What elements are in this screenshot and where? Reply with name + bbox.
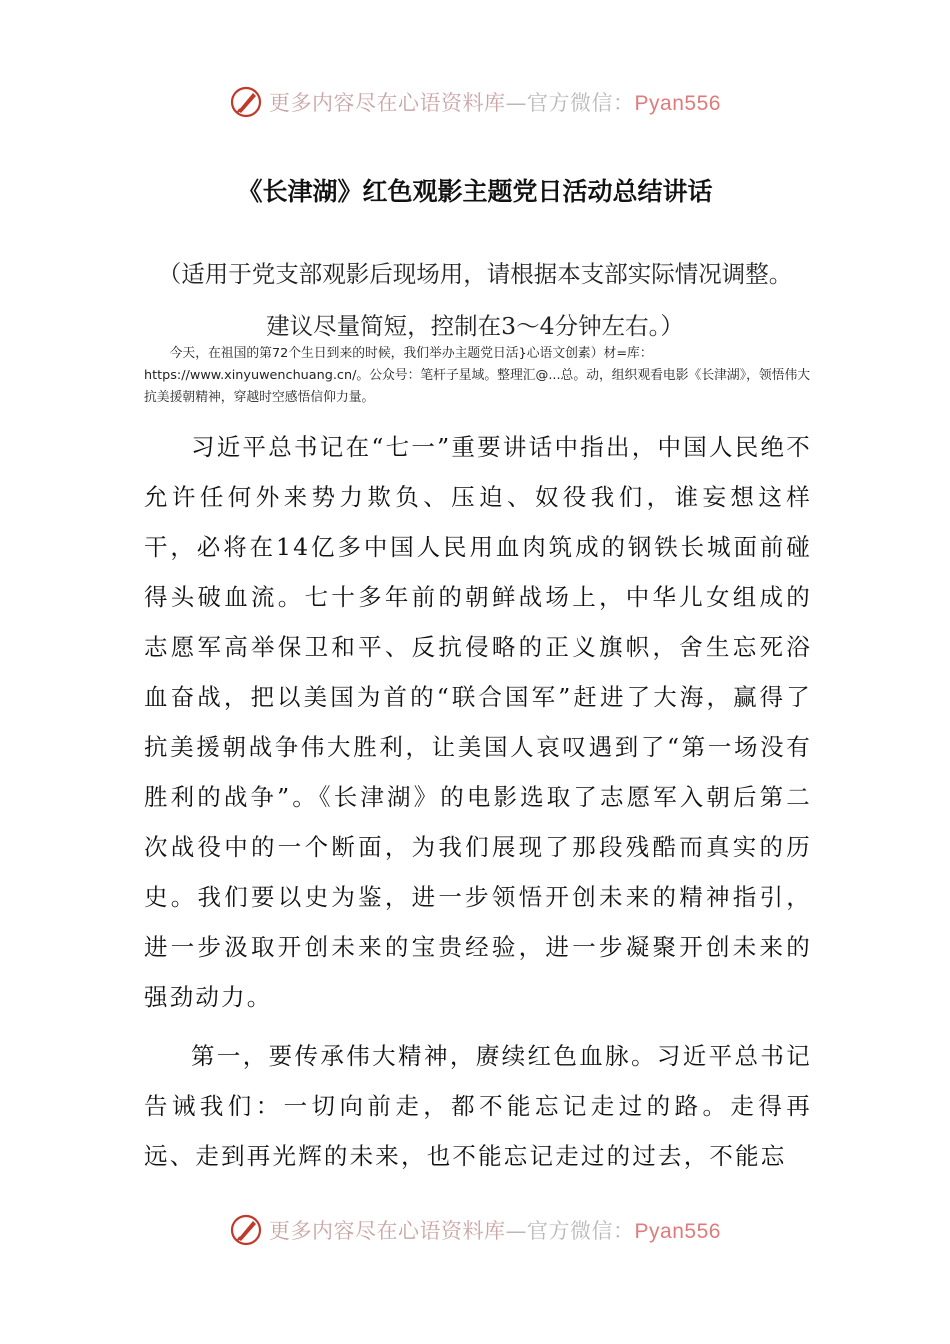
page-title: 《长津湖》红色观影主题党日活动总结讲话 [237,177,713,206]
speech-body [144,422,812,1190]
body-paragraph-2: 第一，要传承伟大精神，赓续红色血脉。习近平总书记告诫我们：一切向前走，都不能忘记走过的路。走得再远、走到再光辉的未来，也不能忘记走过的过去，不能忘 [144,1042,812,1170]
body-paragraph-1: 习近平总书记在“七一”重要讲话中指出，中国人民绝不允许任何外来势力欺负、压迫、奴役我们，谁妄想这样干，必将在14亿多中国人民用血肉筑成的钢铁长城面前碰得头破血流。七十多年前的朝鲜战场上，中华儿女组成的志愿军高举保卫和平、反抗侵略的正义旗帜，舍生忘死浴血奋战，把以美国为首的“联合国军”赶进了大海，赢得了抗美援朝战争伟大胜利，让美国人哀叹遇到了“第一场没有胜利的战争”。《长津湖》的电影选取了志愿军入朝后第二次战役中的一个断面，为我们展现了那段残酷而真实的历史。我们要以史为鉴，进一步领悟开创未来的精神指引，进一步汲取开创未来的宝贵经验，进一步凝聚开创未来的强劲动力。 [144,433,812,1011]
header-wechat-id: Pyan556 [634,92,721,115]
footer-banner [0,1210,950,1250]
quill-pen-logo-icon [229,1213,263,1247]
usage-note: （适用于党支部观影后现场用，请根据本支部实际情况调整。建议尽量简短，控制在3～4分钟左右。） [157,260,793,340]
footer-banner-text: 更多内容尽在心语资料库—官方微信：Pyan556 [269,1219,721,1243]
intro-small-text: 今天，在祖国的第72个生日到来的时候，我们举办主题党日活}心语文创素）材=库：https://www.xinyuwenchuang.cn/。公众号：笔杆子星域。整理汇@...总。动，组织观看电影《长津湖》，领悟伟大抗美援朝精神，穿越时空感悟信仰力量。 [144,346,811,405]
header-banner [0,82,950,122]
quill-pen-logo-icon [229,85,263,119]
header-banner-text: 更多内容尽在心语资料库—官方微信：Pyan556 [269,91,721,115]
footer-wechat-id: Pyan556 [634,1220,721,1243]
